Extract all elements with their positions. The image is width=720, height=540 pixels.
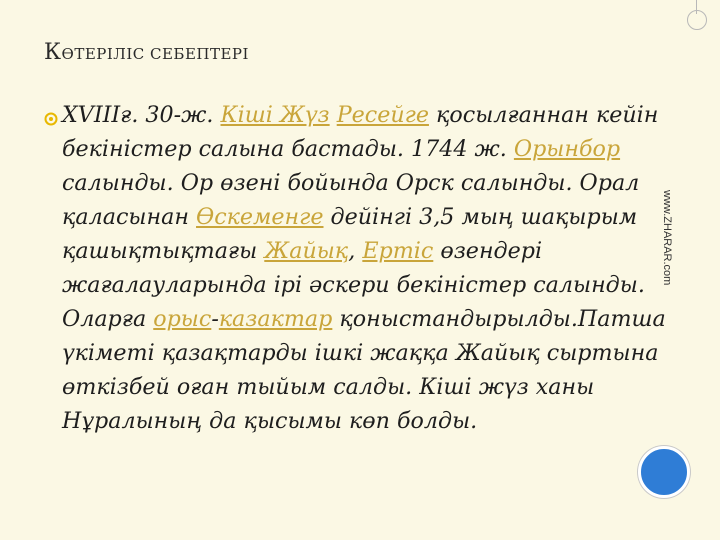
link-orynbor[interactable]: Орынбор — [513, 136, 621, 162]
link-reseige[interactable]: Ресейге — [336, 102, 429, 128]
decorative-circle — [638, 446, 690, 498]
text-segment: XVIIIғ. 30-ж. — [62, 102, 221, 128]
text-segment: қоныстандырылды.Патша үкіметі қазақтарды ішкі жаққа Жайық сыртына өткізбей оған тыйым салды. Кіші жүз ханы Нұралының да қысымы көп болды. — [62, 306, 666, 434]
watermark-text: www.ZHARAR.com — [661, 190, 673, 286]
title-rest: ӨТЕРІЛІС СЕБЕПТЕРІ — [61, 45, 249, 63]
link-orys[interactable]: орыс — [153, 306, 212, 332]
link-zhaiyk[interactable]: Жайық — [264, 238, 349, 264]
text-segment: дейінгі 3,5 мың шақырым қашықтықтағы — [62, 204, 638, 264]
text-segment: , — [348, 238, 363, 264]
link-kazaktar[interactable]: казактар — [218, 306, 333, 332]
decorative-ring — [687, 10, 707, 30]
link-ertis[interactable]: Ертіс — [362, 238, 434, 264]
link-kishi-zhuz[interactable]: Кіші Жүз — [220, 102, 330, 128]
slide-title — [44, 40, 249, 65]
text-segment: - — [211, 306, 219, 332]
link-oskemenge[interactable]: Өскеменге — [196, 204, 324, 230]
slide-paragraph — [62, 98, 682, 438]
title-initial: К — [44, 40, 62, 65]
text-segment: өзендері жағалауларында ірі әскери бекіністер салынды. Оларға — [62, 238, 645, 332]
text-segment — [330, 102, 337, 128]
text-segment: қосылғаннан кейін бекіністер салына бастады. 1744 ж. — [62, 102, 659, 162]
text-segment: салынды. Ор өзені бойында Орск салынды. Орал қаласынан — [62, 170, 640, 230]
bullet-icon — [44, 112, 58, 126]
